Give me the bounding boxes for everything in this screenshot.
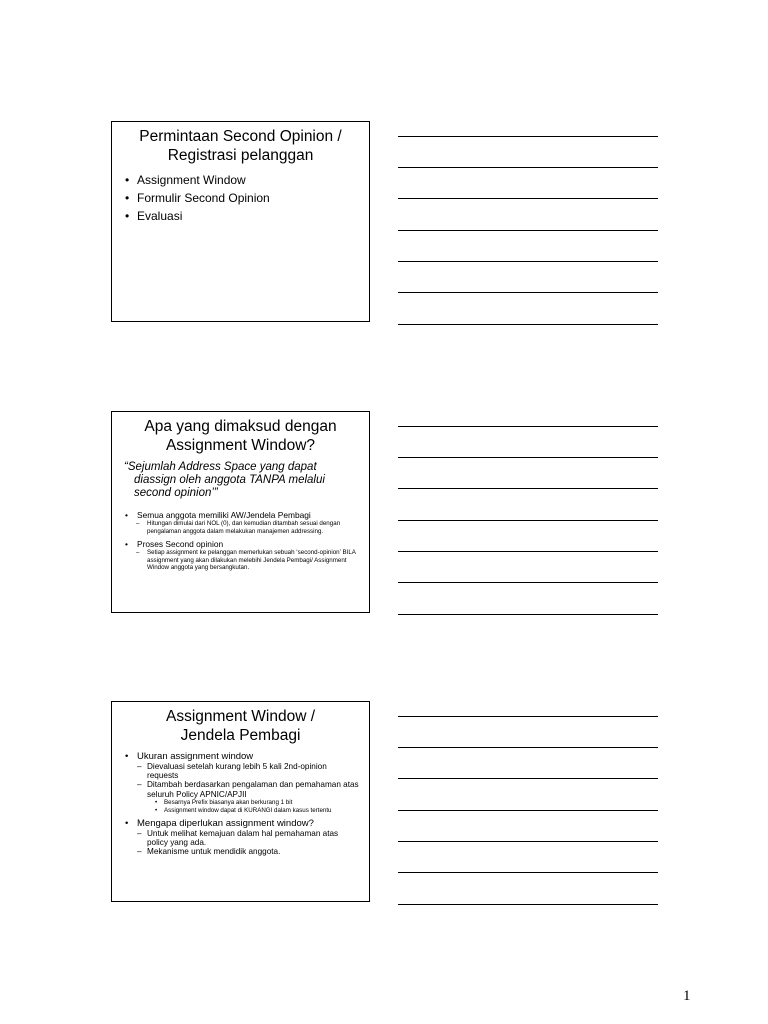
- definition-quote: “Sejumlah Address Space yang dapat diassign oleh anggota TANPA melalui second opinion’”: [124, 461, 325, 499]
- slide-title: [116, 707, 365, 745]
- note-line: [398, 747, 658, 748]
- sub-bullet-list: [112, 520, 369, 535]
- sub-list-container: [112, 762, 369, 815]
- slide-1: [111, 121, 370, 322]
- slide-title-line: Registrasi pelanggan: [167, 147, 314, 164]
- slide-title-line: Apa yang dimaksud dengan: [144, 418, 337, 435]
- note-line: [398, 716, 658, 717]
- sub-bullet-item: – Dievaluasi setelah kurang lebih 5 kali 2nd-opinion requests: [112, 762, 369, 780]
- slide-2: [111, 411, 370, 613]
- slide-title: [116, 417, 365, 455]
- note-line: [398, 520, 658, 521]
- sub-list-container: [112, 549, 369, 572]
- page-number: 1: [683, 988, 691, 1004]
- note-line: [398, 426, 658, 427]
- note-line: [398, 292, 658, 293]
- bullet-item: • Assignment Window: [112, 171, 369, 189]
- slide-title: [116, 127, 365, 165]
- sub-sub-bullet-item: • Besarnya Prefix biasanya akan berkurang 1 bit: [112, 799, 369, 807]
- note-line: [398, 614, 658, 615]
- slide-title-line: Assignment Window /: [165, 708, 316, 725]
- note-line: [398, 582, 658, 583]
- sub-sub-list-container: [112, 799, 369, 815]
- bullet-item: • Proses Second opinion: [112, 539, 369, 549]
- bullet-item: • Mengapa diperlukan assignment window?: [112, 818, 369, 829]
- note-line: [398, 872, 658, 873]
- slide-title-line: Assignment Window?: [165, 437, 316, 454]
- note-line: [398, 198, 658, 199]
- note-line: [398, 778, 658, 779]
- slide-title-line: Jendela Pembagi: [180, 727, 301, 744]
- note-line: [398, 230, 658, 231]
- slide-title-line: Permintaan Second Opinion /: [139, 128, 342, 145]
- sub-list-container: [112, 829, 369, 857]
- bullet-item: • Formulir Second Opinion: [112, 189, 369, 207]
- note-line: [398, 457, 658, 458]
- sub-bullet-item: – Ditambah berdasarkan pengalaman dan pemahaman atas seluruh Policy APNIC/APJII: [112, 780, 369, 798]
- note-line: [398, 488, 658, 489]
- sub-bullet-list: [112, 829, 369, 857]
- sub-bullet-list: [112, 549, 369, 572]
- note-line: [398, 841, 658, 842]
- note-line: [398, 136, 658, 137]
- slide-3: [111, 701, 370, 902]
- note-line: [398, 261, 658, 262]
- bullet-list: [112, 510, 369, 572]
- sub-sub-bullet-item: • Assignment window dapat di KURANGI dalam kasus tertentu: [112, 807, 369, 815]
- note-line: [398, 324, 658, 325]
- sub-list-container: [112, 520, 369, 535]
- note-line: [398, 551, 658, 552]
- bullet-list: [112, 751, 369, 856]
- bullet-item: • Evaluasi: [112, 207, 369, 225]
- note-line: [398, 167, 658, 168]
- sub-bullet-item: – Untuk melihat kemajuan dalam hal pemahaman atas policy yang ada.: [112, 829, 369, 847]
- sub-bullet-item: – Setiap assignment ke pelanggan memerlukan sebuah ‘second-opinion’ BILA assignment yang akan dilakukan melebihi Jendela Pembagi/ Assignment Window anggota yang bersangkutan.: [112, 549, 369, 572]
- bullet-list: [112, 171, 369, 225]
- note-line: [398, 904, 658, 905]
- sub-bullet-item: – Mekanisme untuk mendidik anggota.: [112, 847, 369, 856]
- sub-bullet-item: – Hitungan dimulai dari NOL (0), dan kemudian ditambah sesuai dengan pengalaman anggota dalam melakukan manajemen addressing.: [112, 520, 369, 535]
- bullet-item: • Ukuran assignment window: [112, 751, 369, 762]
- note-line: [398, 810, 658, 811]
- bullet-item: • Semua anggota memiliki AW/Jendela Pembagi: [112, 510, 369, 520]
- sub-bullet-list: [112, 762, 369, 815]
- sub-sub-bullet-list: [112, 799, 369, 815]
